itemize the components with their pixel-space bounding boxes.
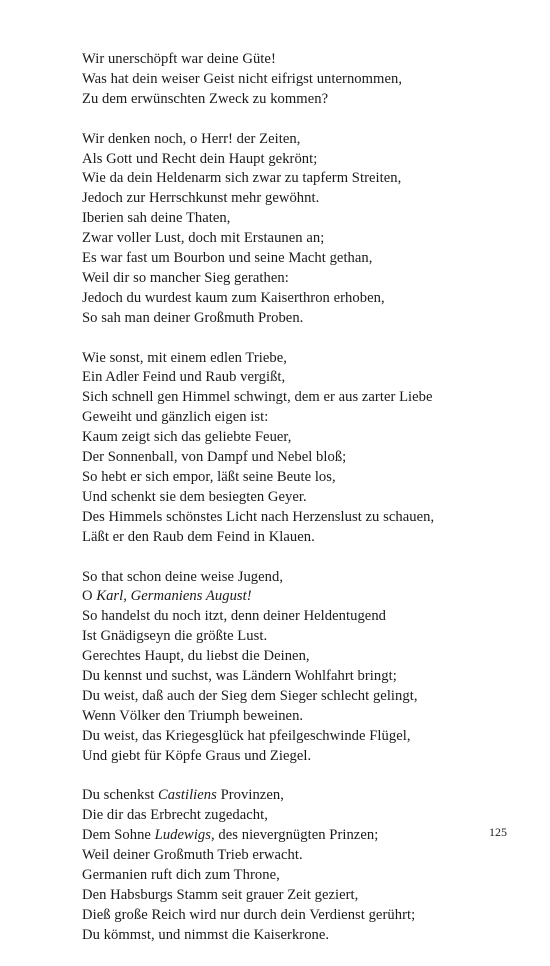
verse-line <box>82 568 532 588</box>
verse-line <box>82 846 532 866</box>
text-run: Läßt er den Raub dem Feind in Klauen. <box>82 528 315 545</box>
verse-line <box>82 647 532 667</box>
verse-line <box>82 886 532 906</box>
verse-line <box>82 627 532 647</box>
verse-line <box>82 488 532 508</box>
text-run: Des Himmels schönstes Licht nach Herzenslust zu schauen, <box>82 508 435 525</box>
italic-text: Karl, Germaniens August! <box>96 588 252 605</box>
text-run: Dieß große Reich wird nur durch dein Verdienst gerührt; <box>82 906 416 923</box>
verse-line <box>82 368 532 388</box>
verse-line <box>82 926 532 946</box>
verse-line <box>82 448 532 468</box>
verse-line <box>82 209 532 229</box>
text-run: Weil deiner Großmuth Trieb erwacht. <box>82 847 303 864</box>
text-run: Was hat dein weiser Geist nicht eifrigst unternommen, <box>82 70 403 87</box>
text-run: Du schenkst <box>82 787 158 804</box>
verse-line <box>82 169 532 189</box>
text-run: So hebt er sich empor, läßt seine Beute los, <box>82 469 336 485</box>
text-run: Geweiht und gänzlich eigen ist: <box>82 409 269 426</box>
text-run: Und giebt für Köpfe Graus und Ziegel. <box>82 747 312 764</box>
verse-line <box>82 289 532 309</box>
verse-line <box>82 388 532 408</box>
verse-line <box>82 826 532 846</box>
verse-line <box>82 90 532 110</box>
verse-line <box>82 747 532 767</box>
text-run: Wie da dein Heldenarm sich zwar zu tapferm Streiten, <box>82 170 402 187</box>
verse-line <box>82 687 532 707</box>
text-run: O <box>82 588 97 605</box>
text-run: Du weist, daß auch der Sieg dem Sieger schlecht gelingt, <box>82 687 418 704</box>
verse-line <box>82 428 532 448</box>
verse-line <box>82 906 532 926</box>
verse-line <box>82 229 532 249</box>
stanza <box>82 349 532 548</box>
text-run: Es war fast um Bourbon und seine Macht gethan, <box>82 250 373 267</box>
text-run: Dem Sohne <box>82 827 155 844</box>
text-run: Wir unerschöpft war deine Güte! <box>82 51 276 67</box>
verse-line <box>82 349 532 369</box>
page-number: 125 <box>489 825 507 839</box>
verse-line <box>82 667 532 687</box>
text-run: Zu dem erwünschten Zweck zu kommen? <box>82 90 329 107</box>
text-run: Jedoch zur Herrschkunst mehr gewöhnt. <box>82 190 320 207</box>
italic-text: Castiliens <box>158 787 217 804</box>
verse-line <box>82 786 532 806</box>
verse-line <box>82 130 532 150</box>
text-run: Sich schnell gen Himmel schwingt, dem er aus zarter Liebe <box>82 389 433 406</box>
text-run: Du kömmst, und nimmst die Kaiserkrone. <box>82 926 330 943</box>
text-run: Provinzen, <box>216 787 284 804</box>
text-run: So sah man deiner Großmuth Proben. <box>82 309 304 326</box>
stanza <box>82 130 532 329</box>
verse-line <box>82 607 532 627</box>
text-run: Der Sonnenball, von Dampf und Nebel bloß; <box>82 449 347 466</box>
verse-line <box>82 727 532 747</box>
text-run: Du kennst und suchst, was Ländern Wohlfahrt bringt; <box>82 668 397 685</box>
verse-line <box>82 309 532 329</box>
verse-line <box>82 269 532 289</box>
text-run: Wenn Völker den Triumph beweinen. <box>82 707 304 724</box>
text-run: Zwar voller Lust, doch mit Erstaunen an; <box>82 230 325 247</box>
text-run: So that schon deine weise Jugend, <box>82 568 284 585</box>
text-run: Wie sonst, mit einem edlen Triebe, <box>82 349 287 366</box>
verse-line <box>82 468 532 488</box>
text-run: Weil dir so mancher Sieg gerathen: <box>82 269 289 286</box>
verse-line <box>82 70 532 90</box>
verse-line <box>82 150 532 170</box>
text-run: Den Habsburgs Stamm seit grauer Zeit geziert, <box>82 887 359 903</box>
text-run: Als Gott und Recht dein Haupt gekrönt; <box>82 150 318 167</box>
stanza <box>82 50 532 110</box>
poem-text <box>82 50 532 966</box>
verse-line <box>82 50 532 70</box>
text-run: des nievergnügten Prinzen; <box>214 827 379 844</box>
verse-line <box>82 189 532 209</box>
text-run: Ist Gnädigseyn die größte Lust. <box>82 628 268 645</box>
italic-text: Ludewigs, <box>154 827 215 844</box>
verse-line <box>82 249 532 269</box>
verse-line <box>82 528 532 548</box>
verse-line <box>82 707 532 727</box>
text-run: So handelst du noch itzt, denn deiner Heldentugend <box>82 608 387 625</box>
stanza <box>82 568 532 767</box>
verse-line <box>82 806 532 826</box>
text-run: Jedoch du wurdest kaum zum Kaiserthron erhoben, <box>82 289 385 306</box>
verse-line <box>82 866 532 886</box>
text-run: Iberien sah deine Thaten, <box>82 210 231 227</box>
text-run: Und schenkt sie dem besiegten Geyer. <box>82 488 307 505</box>
text-run: Ein Adler Feind und Raub vergißt, <box>82 369 286 386</box>
text-run: Kaum zeigt sich das geliebte Feuer, <box>82 429 292 446</box>
text-run: Gerechtes Haupt, du liebst die Deinen, <box>82 648 310 665</box>
stanza <box>82 786 532 945</box>
text-run: Die dir das Erbrecht zugedacht, <box>82 807 268 824</box>
text-run: Germanien ruft dich zum Throne, <box>82 867 280 884</box>
verse-line <box>82 587 532 607</box>
text-run: Wir denken noch, o Herr! der Zeiten, <box>82 130 301 147</box>
verse-line <box>82 408 532 428</box>
verse-line <box>82 508 532 528</box>
text-run: Du weist, das Kriegesglück hat pfeilgeschwinde Flügel, <box>82 727 411 744</box>
